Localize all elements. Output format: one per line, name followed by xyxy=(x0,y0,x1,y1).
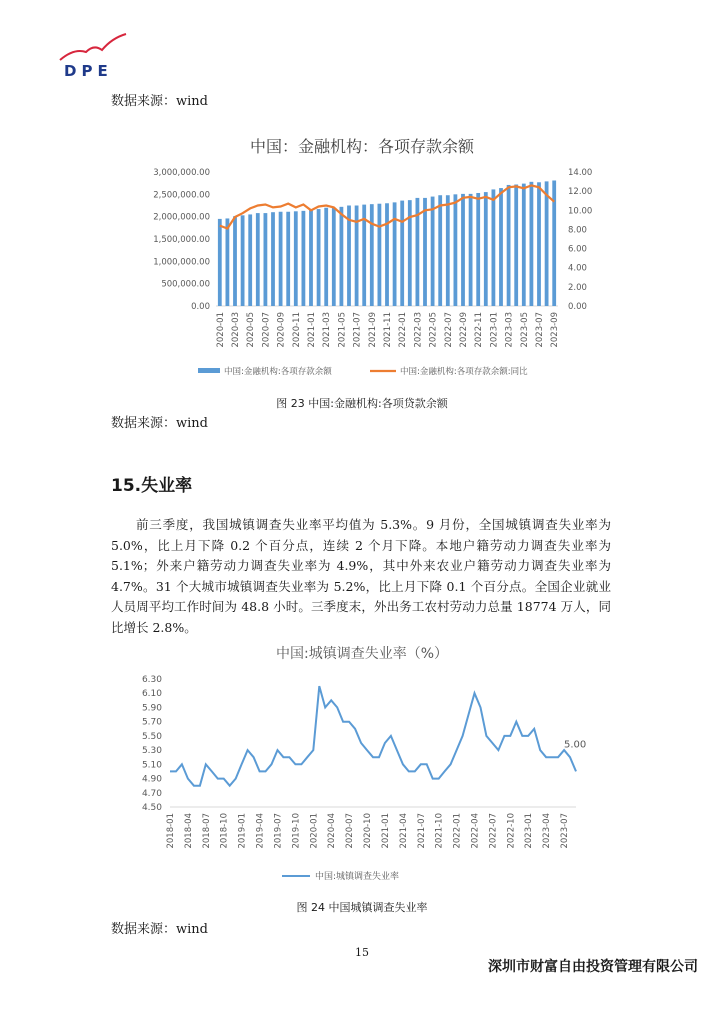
x-axis-tick-label: 2020-07 xyxy=(345,813,356,849)
x-axis-tick-label: 2021-03 xyxy=(322,312,333,348)
deposit-chart xyxy=(140,160,620,400)
deposit-bar xyxy=(324,208,328,306)
deposit-bar xyxy=(423,198,427,306)
figure-23-caption: 图 23 中国:金融机构:各项贷款余额 xyxy=(276,397,448,410)
source-note-top: 数据来源：wind xyxy=(111,94,208,109)
x-axis-tick-label: 2021-07 xyxy=(416,813,427,849)
x-axis-tick-label: 2022-10 xyxy=(506,813,517,849)
last-value-label: 5.00 xyxy=(564,739,587,751)
deposit-bar xyxy=(530,182,534,306)
x-axis-tick-label: 2018-01 xyxy=(166,813,176,849)
company-logo xyxy=(56,30,136,82)
x-axis-tick-label: 2020-09 xyxy=(276,312,287,348)
left-axis-tick-label: 2,000,000.00 xyxy=(153,212,210,223)
x-axis-tick-label: 2020-07 xyxy=(261,312,272,348)
x-axis-tick-label: 2022-05 xyxy=(428,312,439,348)
y-axis-tick-label: 6.30 xyxy=(141,675,162,685)
deposit-bar xyxy=(241,215,245,306)
x-axis-tick-label: 2019-07 xyxy=(273,813,284,849)
x-axis-tick-label: 2018-10 xyxy=(219,813,230,849)
right-axis-tick-label: 6.00 xyxy=(568,244,587,255)
x-axis-tick-label: 2022-07 xyxy=(443,312,454,348)
left-axis-tick-label: 1,500,000.00 xyxy=(153,235,210,245)
deposit-bar xyxy=(545,181,549,306)
deposit-bar xyxy=(264,213,268,306)
deposit-bar xyxy=(484,192,488,306)
x-axis-tick-label: 2019-01 xyxy=(237,813,248,849)
x-axis-tick-label: 2020-01 xyxy=(309,813,320,849)
y-axis-tick-label: 4.70 xyxy=(141,788,162,799)
x-axis-tick-label: 2021-01 xyxy=(307,312,317,348)
y-axis-tick-label: 5.10 xyxy=(141,760,162,771)
right-axis-tick-label: 10.00 xyxy=(568,206,593,217)
deposit-bar xyxy=(340,207,344,306)
unemployment-chart xyxy=(110,665,610,895)
deposit-bar xyxy=(226,218,230,306)
deposit-bar xyxy=(332,208,336,306)
deposit-bar xyxy=(233,216,237,306)
right-axis-tick-label: 2.00 xyxy=(568,282,587,293)
deposit-bar xyxy=(279,212,283,306)
section-heading: 15.失业率 xyxy=(111,476,193,496)
x-axis-tick-label: 2023-04 xyxy=(542,813,553,849)
x-axis-tick-label: 2023-09 xyxy=(550,312,561,348)
deposit-bar xyxy=(469,194,473,306)
x-axis-tick-label: 2020-05 xyxy=(246,312,257,348)
deposit-bar xyxy=(499,188,503,306)
legend-bar-label: 中国:金融机构:各项存款余额 xyxy=(224,367,332,377)
x-axis-tick-label: 2020-01 xyxy=(215,312,226,348)
company-name: 深圳市财富自由投资管理有限公司 xyxy=(488,959,698,975)
left-axis-tick-label: 3,000,000.00 xyxy=(153,168,210,178)
deposit-bar xyxy=(370,204,374,306)
deposit-bar xyxy=(507,185,511,306)
x-axis-tick-label: 2022-09 xyxy=(459,312,469,348)
figure-24-caption: 图 24 中国城镇调查失业率 xyxy=(296,901,428,914)
x-axis-tick-label: 2023-01 xyxy=(524,813,535,849)
x-axis-tick-label: 2021-01 xyxy=(380,813,391,849)
x-axis-tick-label: 2022-01 xyxy=(452,813,463,849)
logo-swoosh-icon xyxy=(56,30,136,64)
x-axis-tick-label: 2021-07 xyxy=(352,312,363,348)
deposit-bar xyxy=(309,210,313,306)
deposit-bar xyxy=(271,212,275,306)
unemployment-line xyxy=(170,686,576,786)
x-axis-tick-label: 2021-09 xyxy=(367,312,378,348)
x-axis-tick-label: 2019-04 xyxy=(255,813,266,849)
x-axis-tick-label: 2020-10 xyxy=(363,813,374,849)
y-axis-tick-label: 4.90 xyxy=(141,774,162,785)
y-axis-tick-label: 5.50 xyxy=(141,731,162,742)
y-axis-tick-label: 5.30 xyxy=(141,746,162,757)
deposit-bar xyxy=(522,184,526,306)
x-axis-tick-label: 2018-07 xyxy=(201,813,212,849)
left-axis-tick-label: 0.00 xyxy=(191,302,210,312)
deposit-bar xyxy=(256,213,260,306)
x-axis-tick-label: 2021-11 xyxy=(383,312,393,348)
x-axis-tick-label: 2019-10 xyxy=(291,813,302,849)
legend-bar-swatch xyxy=(198,368,220,373)
x-axis-tick-label: 2022-03 xyxy=(413,312,424,348)
page-number: 15 xyxy=(355,946,369,959)
x-axis-tick-label: 2020-03 xyxy=(231,312,241,348)
right-axis-tick-label: 14.00 xyxy=(568,168,593,178)
x-axis-tick-label: 2021-05 xyxy=(337,312,348,348)
y-axis-tick-label: 5.70 xyxy=(141,717,162,728)
deposit-bar xyxy=(438,195,442,306)
x-axis-tick-label: 2022-07 xyxy=(488,813,499,849)
x-axis-tick-label: 2018-04 xyxy=(183,813,194,849)
legend-label: 中国:城镇调查失业率 xyxy=(315,872,400,882)
x-axis-tick-label: 2022-11 xyxy=(474,312,485,348)
deposit-bar xyxy=(294,211,298,306)
deposit-bar xyxy=(476,193,480,306)
deposit-bar xyxy=(218,219,222,306)
logo-text: DPE xyxy=(64,62,113,80)
x-axis-tick-label: 2023-01 xyxy=(489,312,500,348)
right-axis-tick-label: 4.00 xyxy=(568,263,587,274)
x-axis-tick-label: 2021-04 xyxy=(398,813,409,849)
right-axis-tick-label: 12.00 xyxy=(568,187,593,198)
y-axis-tick-label: 6.10 xyxy=(141,689,162,700)
x-axis-tick-label: 2023-07 xyxy=(535,312,545,348)
deposit-bar xyxy=(446,195,450,306)
unemployment-paragraph: 前三季度，我国城镇调查失业率平均值为 5.3%。9 月份，全国城镇调查失业率为 5.0%，比上月下降 0.2 个百分点，连续 2 个月下降。本地户籍劳动力调查失业率为 5.1%；外来户籍劳动力调查失业率为 4.9%，其中外来农业户籍劳动力调查失业率为 4.7%。31 个大城市城镇调查失业率为 5.2%，比上月下降 0.1 个百分点。全国企业就业人员周平均工作时间为 48.8 小时。三季度末，外出务工农村劳动力总量 18774 万人，同比增长 2.8%。 xyxy=(111,517,611,635)
deposit-bar xyxy=(492,189,496,306)
deposit-bar xyxy=(537,182,541,306)
right-axis-tick-label: 8.00 xyxy=(568,225,587,236)
deposit-bar xyxy=(286,212,290,306)
legend-line-label: 中国:金融机构:各项存款余额:同比 xyxy=(400,367,528,377)
x-axis-tick-label: 2023-03 xyxy=(504,312,515,348)
deposit-bar xyxy=(514,185,518,306)
deposit-bar xyxy=(302,211,306,306)
deposit-bar xyxy=(248,214,252,306)
x-axis-tick-label: 2023-07 xyxy=(560,813,571,849)
left-axis-tick-label: 500,000.00 xyxy=(161,279,210,290)
left-axis-tick-label: 1,000,000.00 xyxy=(153,257,210,268)
deposit-bar xyxy=(431,197,435,306)
source-note-bottom: 数据来源：wind xyxy=(111,922,208,937)
x-axis-tick-label: 2022-01 xyxy=(398,312,409,348)
y-axis-tick-label: 4.50 xyxy=(141,803,162,813)
chart2-title: 中国:城镇调查失业率（%） xyxy=(275,646,449,662)
deposit-bar xyxy=(400,201,404,306)
x-axis-tick-label: 2020-04 xyxy=(327,813,338,849)
deposit-bar xyxy=(385,203,389,306)
right-axis-tick-label: 0.00 xyxy=(568,302,587,312)
deposit-bar xyxy=(378,204,382,306)
deposit-bar xyxy=(454,194,458,306)
x-axis-tick-label: 2021-10 xyxy=(434,813,445,849)
left-axis-tick-label: 2,500,000.00 xyxy=(153,190,210,201)
deposit-bar xyxy=(461,194,465,306)
source-note-mid: 数据来源：wind xyxy=(111,416,208,431)
y-axis-tick-label: 5.90 xyxy=(141,703,162,714)
x-axis-tick-label: 2022-04 xyxy=(470,813,481,849)
x-axis-tick-label: 2020-11 xyxy=(291,312,302,348)
deposit-bar xyxy=(317,209,321,306)
x-axis-tick-label: 2023-05 xyxy=(519,312,530,348)
chart1-title: 中国：金融机构：各项存款余额 xyxy=(249,137,474,156)
